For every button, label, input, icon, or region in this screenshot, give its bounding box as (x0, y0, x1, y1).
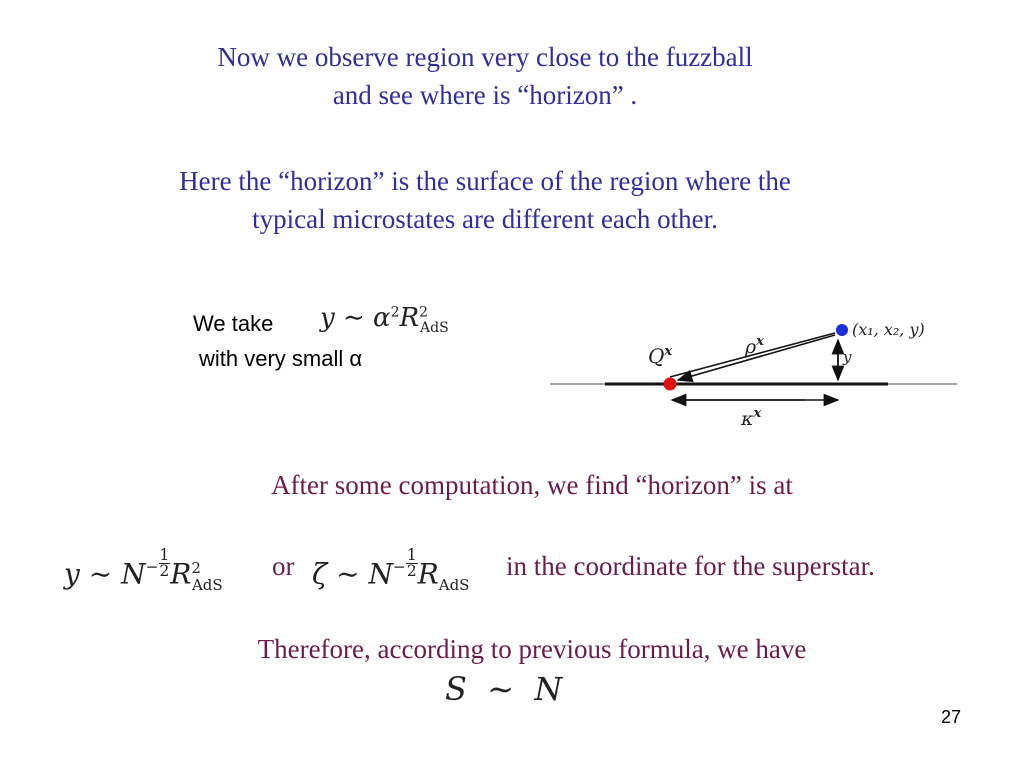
after-computation-text: After some computation, we find “horizon” is at (271, 470, 793, 500)
coordinate-diagram (545, 305, 965, 435)
heading (0, 38, 970, 114)
description-line-2: typical microstates are different each other. (252, 204, 718, 234)
page-number: 27 (941, 707, 962, 727)
entropy-formula: S ∼ N (445, 670, 563, 708)
source-point (664, 378, 677, 391)
we-take-label: We take (193, 311, 274, 336)
point-coordinates: (x₁, x₂, y) (852, 320, 925, 339)
kappa-label: $\kappa^x$ (741, 406, 762, 430)
small-alpha-label: with very small α (199, 346, 363, 371)
therefore-text: Therefore, according to previous formula, we have (257, 634, 807, 664)
rho-label: $\rho^x$ (745, 334, 764, 358)
observation-point (836, 324, 848, 336)
horizon-y-formula: y ∼ N− $\frac{1}{2}$ $R^2_{AdS}$ (64, 546, 223, 594)
heading-line-2: and see where is “horizon” . (332, 80, 638, 110)
or-word: or (272, 551, 295, 581)
q-label: $Q^x$ (648, 344, 673, 368)
y-label: y (843, 348, 852, 366)
description (0, 162, 970, 238)
description-line-1: Here the “horizon” is the surface of the region where the (179, 166, 791, 196)
heading-line-1: Now we observe region very close to the fuzzball (217, 42, 753, 72)
horizon-zeta-formula: ζ ∼ N− $\frac{1}{2}$ $R_{AdS}$ (312, 546, 470, 594)
superstar-text: in the coordinate for the superstar. (506, 551, 875, 581)
take-formula: y ∼ $\alpha^2R^2_{AdS}$ (320, 303, 449, 337)
